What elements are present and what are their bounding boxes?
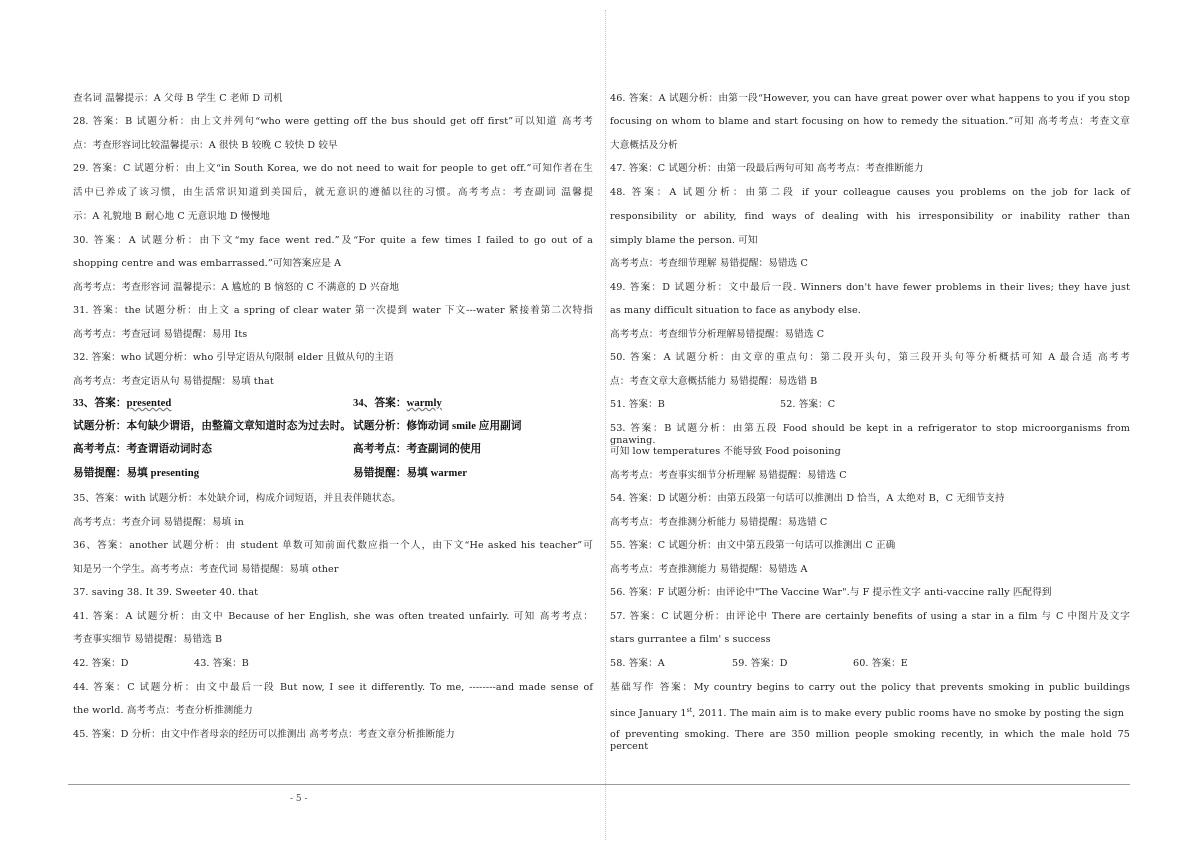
- footer-rule: [68, 784, 1130, 785]
- text-line: 47. 答案：C 试题分析：由第一段最后两句可知 高考考点：考查推断能力: [610, 163, 924, 174]
- text-line: 36、答案：another 试题分析：由 student 单数可知前面代数应指一个人，由下文“He asked his teacher”可: [73, 540, 593, 551]
- text-line: 查名词 温馨提示：A 父母 B 学生 C 老师 D 司机: [73, 93, 283, 104]
- text-line: 54. 答案：D 试题分析：由第五段第一句话可以推测出 D 恰当，A 太绝对 B，C 无细节支持: [610, 493, 1005, 504]
- text-line: 28. 答案：B 试题分析：由上文并列句“who were getting off the bus should get off first”可以知道 高考考: [73, 116, 593, 127]
- text-line: 高考考点：考查推测能力 易错提醒：易错选 A: [610, 564, 808, 575]
- text-line: as many difficult situation to face as anybody else.: [610, 305, 861, 316]
- text-line: 30. 答案：A 试题分析：由下文“my face went red.”及“For quite a few times I failed to go out of a: [73, 235, 593, 246]
- q33-answer: 33、答案：presented: [73, 398, 172, 409]
- text-line: stars gurrantee a film' s success: [610, 634, 771, 645]
- q43-answer: 43. 答案：B: [194, 658, 249, 669]
- q33-answer-word: presented: [126, 398, 172, 409]
- text-line: 可知 low temperatures 不能导致 Food poisoning: [610, 446, 841, 457]
- text-line: 35、答案：with 试题分析：本处缺介词，构成介词短语，并且表伴随状态。: [73, 493, 402, 504]
- text-line: 46. 答案：A 试题分析：由第一段“However, you can have great power over what happens to you if you stop: [610, 93, 1130, 104]
- q34-tip: 易错提醒：易填 warmer: [353, 468, 468, 479]
- text-line: responsibility or ability, find ways of dealing with his irresponsibility or inability rather than: [610, 211, 1130, 222]
- text-line: 44. 答案：C 试题分析：由文中最后一段 But now, I see it differently. To me, --------and made sense of: [73, 682, 593, 693]
- text-line: 高考考点：考查事实细节分析理解 易错提醒：易错选 C: [610, 470, 847, 481]
- text-line: 点：考查形容词比较温馨提示：A 很快 B 较晚 C 较快 D 较早: [73, 140, 338, 151]
- q33-tip: 易错提醒：易填 presenting: [73, 468, 200, 479]
- text-line: 55. 答案：C 试题分析：由文中第五段第一句话可以推测出 C 正确: [610, 540, 896, 551]
- q59-answer: 59. 答案：D: [732, 658, 788, 669]
- text-line: 29. 答案：C 试题分析：由上文“in South Korea, we do not need to wait for people to get off.”可知作者在生: [73, 163, 593, 174]
- text-line: 高考考点：考查细节分析理解易错提醒：易错选 C: [610, 329, 825, 340]
- text-line: 点：考查文章大意概括能力 易错提醒：易选错 B: [610, 376, 818, 387]
- text-line: 31. 答案：the 试题分析：由上文 a spring of clear water 第一次提到 water 下文---water 紧接着第二次特指: [73, 305, 593, 316]
- text-line: 高考考点：考查推测分析能力 易错提醒：易选错 C: [610, 517, 828, 528]
- text-line: focusing on whom to blame and start focusing on how to remedy the situation.”可知 高考考点：考查文章: [610, 116, 1130, 127]
- q42-answer: 42. 答案：D: [73, 658, 129, 669]
- text-line: 45. 答案：D 分析：由文中作者母亲的经历可以推测出 高考考点：考查文章分析推断能力: [73, 729, 455, 740]
- q33-analysis: 试题分析：本句缺少谓语，由整篇文章知道时态为过去时。: [73, 421, 352, 432]
- text-line: 高考考点：考查冠词 易错提醒：易用 Its: [73, 329, 248, 340]
- text-line: simply blame the person. 可知: [610, 235, 758, 246]
- center-dotted-divider: [605, 10, 606, 840]
- text-line: 高考考点：考查定语从句 易错提醒：易填 that: [73, 376, 274, 387]
- text-line: 41. 答案：A 试题分析：由文中 Because of her English, she was often treated unfairly. 可知 高考考点：: [73, 611, 593, 622]
- writing-line: 基础写作 答案：My country begins to carry out the policy that prevents smoking in public buildings: [610, 682, 1130, 693]
- q34-analysis: 试题分析：修饰动词 smile 应用副词: [353, 421, 522, 432]
- writing-line: since January 1st, 2011. The main aim is to make every public rooms have no smoke by posting the sign: [610, 707, 1124, 720]
- text-line: 考查事实细节 易错提醒：易错选 B: [73, 634, 223, 645]
- text-line: 高考考点：考查介词 易错提醒：易填 in: [73, 517, 244, 528]
- text-line: 32. 答案：who 试题分析：who 引导定语从句限制 elder 且做从句的主语: [73, 352, 394, 363]
- q58-answer: 58. 答案：A: [610, 658, 665, 669]
- text-line: 53. 答案：B 试题分析：由第五段 Food should be kept in a refrigerator to stop microorganisms from gnawing.: [610, 423, 1130, 446]
- text-line: 高考考点：考查形容词 温馨提示：A 尴尬的 B 恼怒的 C 不满意的 D 兴奋地: [73, 282, 400, 293]
- text-line: 49. 答案：D 试题分析：文中最后一段. Winners don't have fewer problems in their lives; they have just: [610, 282, 1130, 293]
- q52-answer: 52. 答案：C: [780, 399, 836, 410]
- text-line: shopping centre and was embarrassed.”可知答案应是 A: [73, 258, 342, 269]
- q34-point: 高考考点：考查副词的使用: [353, 444, 482, 455]
- text-line: 大意概括及分析: [610, 140, 678, 151]
- text-line: 知是另一个学生。高考考点：考查代词 易错提醒：易填 other: [73, 564, 339, 575]
- q60-answer: 60. 答案：E: [853, 658, 908, 669]
- text-line: 活中已养成了该习惯，由生活常识知道到美国后，就无意识的遵循以往的习惯。高考考点：考查副词 温馨提: [73, 187, 593, 198]
- text-line: 56. 答案：F 试题分析：由评论中"The Vaccine War".与 F 提示性文字 anti-vaccine rally 匹配得到: [610, 587, 1052, 598]
- q51-answer: 51. 答案：B: [610, 399, 665, 410]
- text-line: 50. 答案：A 试题分析：由文章的重点句：第二段开头句，第三段开头句等分析概括可知 A 最合适 高考考: [610, 352, 1130, 363]
- text-line: 高考考点：考查细节理解 易错提醒：易错选 C: [610, 258, 808, 269]
- page-number: - 5 -: [290, 794, 308, 804]
- q33-point: 高考考点：考查谓语动词时态: [73, 444, 213, 455]
- text-line: 48. 答案：A 试题分析：由第二段 if your colleague causes you problems on the job for lack of: [610, 187, 1130, 198]
- q34-answer-word: warmly: [406, 398, 442, 409]
- writing-line: of preventing smoking. There are 350 million people smoking recently, in which the male hold 75 percent: [610, 729, 1130, 752]
- q34-answer: 34、答案：warmly: [353, 398, 442, 409]
- text-line: 示：A 礼貌地 B 耐心地 C 无意识地 D 慢慢地: [73, 211, 270, 222]
- text-line: 57. 答案：C 试题分析：由评论中 There are certainly benefits of using a star in a film 与 C 中图片及文字: [610, 611, 1130, 622]
- text-line: 37. saving 38. It 39. Sweeter 40. that: [73, 587, 259, 598]
- text-line: the world. 高考考点：考查分析推测能力: [73, 705, 253, 716]
